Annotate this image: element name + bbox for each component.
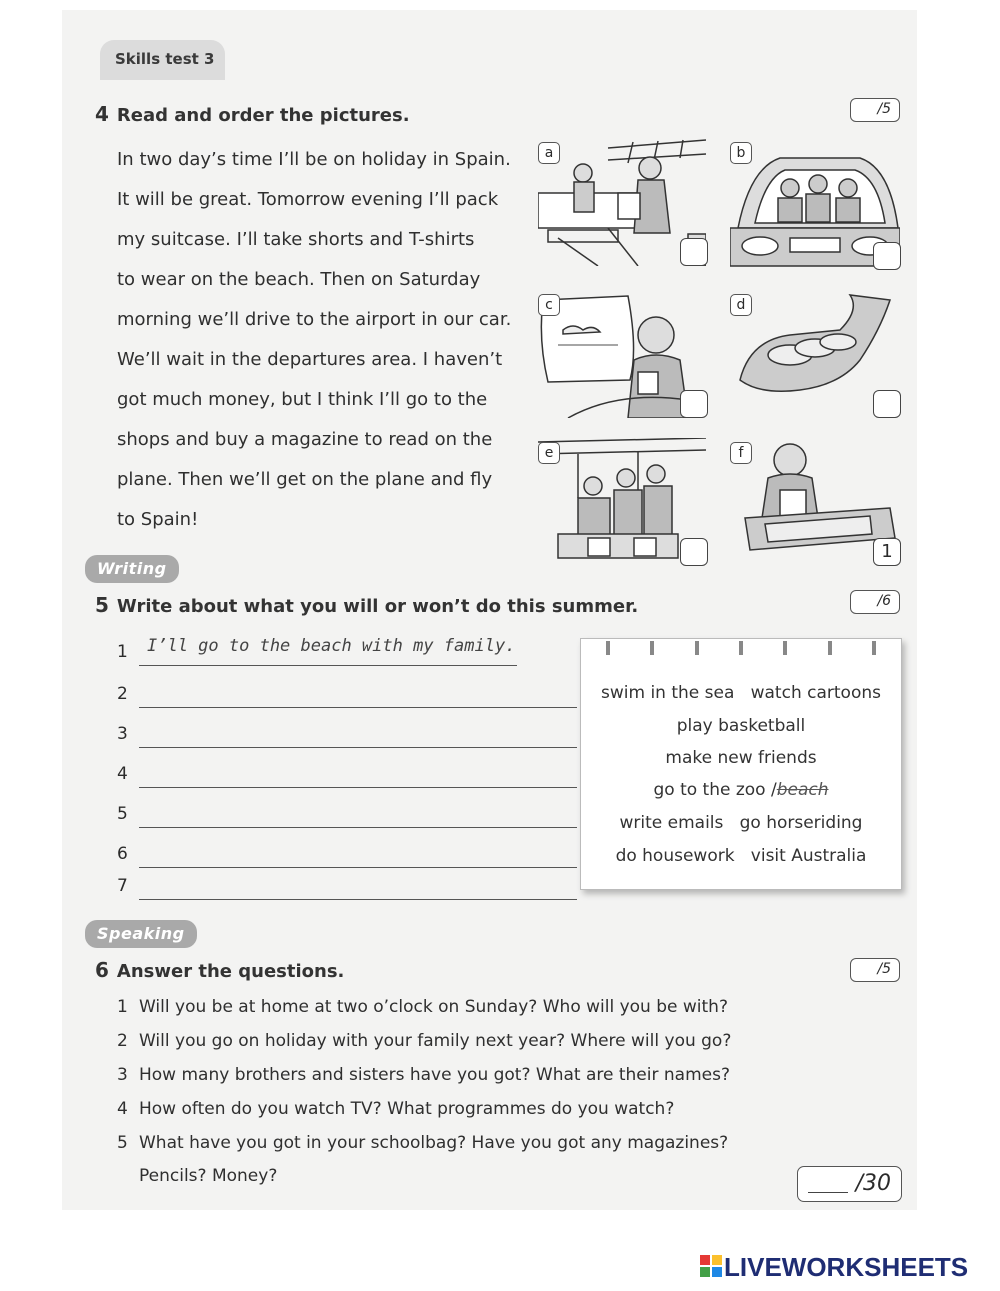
question-row (117, 1099, 674, 1119)
word-bank-note (580, 638, 902, 890)
row-number: 5 (117, 804, 128, 824)
picture-c (538, 290, 706, 418)
row-number: 3 (117, 724, 128, 744)
answer-line[interactable] (139, 867, 577, 868)
ex5-score-box: /6 (850, 590, 900, 614)
picture-letter: c (538, 294, 560, 316)
writing-row-7 (117, 874, 577, 904)
answer-line[interactable] (139, 707, 577, 708)
word-bank-row (581, 716, 901, 736)
question-text: How often do you watch TV? What programmes do you watch? (139, 1099, 675, 1119)
question-text: How many brothers and sisters have you got? What are their names? (139, 1065, 730, 1085)
picture-a (538, 138, 706, 266)
word-bank-item: make new friends (665, 748, 817, 768)
picture-e (538, 438, 706, 566)
story-line: morning we’ll drive to the airport in our car. (117, 309, 512, 330)
ex5-number: 5 (95, 593, 109, 617)
question-number: 1 (117, 997, 128, 1017)
liveworksheets-logo-icon (700, 1255, 722, 1279)
story-line: plane. Then we’ll get on the plane and fly (117, 469, 493, 490)
story-line: It will be great. Tomorrow evening I’ll pack (117, 189, 499, 210)
story-line: to wear on the beach. Then on Saturday (117, 269, 481, 290)
picture-answer-box[interactable] (680, 238, 708, 266)
note-hole (739, 641, 743, 655)
writing-row-1 (117, 636, 517, 670)
picture-answer-box[interactable] (680, 390, 708, 418)
picture-b (730, 138, 898, 266)
picture-d (730, 290, 898, 418)
row-number: 4 (117, 764, 128, 784)
header-label: Skills test 3 (115, 50, 215, 68)
picture-letter: b (730, 142, 752, 164)
picture-letter: e (538, 442, 560, 464)
ex4-title (95, 102, 410, 126)
brand-text: LIVEWORKSHEETS (724, 1252, 969, 1282)
row-number: 6 (117, 844, 128, 864)
ex4-score-box: /5 (850, 98, 900, 122)
word-bank-row (581, 748, 901, 768)
question-row (117, 1065, 730, 1085)
picture-f (730, 438, 898, 566)
total-score-blank[interactable] (808, 1192, 848, 1193)
ex4-number: 4 (95, 102, 109, 126)
word-bank-item: do housework (615, 846, 735, 866)
story-line: shops and buy a magazine to read on the (117, 429, 493, 450)
answer-line[interactable] (139, 899, 577, 900)
ex6-title (95, 958, 344, 982)
question-number: 3 (117, 1065, 128, 1085)
note-hole (695, 641, 699, 655)
note-hole (606, 641, 610, 655)
liveworksheets-brand (700, 1252, 968, 1283)
ex6-number: 6 (95, 958, 109, 982)
question-number: 5 (117, 1133, 128, 1153)
answer-line[interactable] (139, 747, 577, 748)
word-bank-item: go to the zoo / (653, 780, 777, 800)
question-continuation: Pencils? Money? (139, 1166, 278, 1186)
ex5-title-text: Write about what you will or won’t do this summer. (116, 596, 639, 617)
note-hole (872, 641, 876, 655)
note-hole (783, 641, 787, 655)
ex6-score-box: /5 (850, 958, 900, 982)
question-text: Will you go on holiday with your family next year? Where will you go? (139, 1031, 732, 1051)
speaking-section-label: Speaking (85, 920, 197, 948)
word-bank-item: play basketball (676, 716, 806, 736)
ex4-story (117, 140, 527, 540)
question-row (117, 1133, 728, 1153)
picture-answer-box[interactable] (873, 390, 901, 418)
note-hole (650, 641, 654, 655)
word-bank-item: go horseriding (739, 813, 863, 833)
question-text: Will you be at home at two o’clock on Sunday? Who will you be with? (139, 997, 728, 1017)
word-bank-item: write emails (619, 813, 724, 833)
writing-row-3 (117, 722, 577, 752)
question-number: 2 (117, 1031, 128, 1051)
picture-letter: d (730, 294, 752, 316)
picture-letter: f (730, 442, 752, 464)
question-number: 4 (117, 1099, 128, 1119)
word-bank-item-crossed: beach (776, 780, 829, 800)
question-text: What have you got in your schoolbag? Have you got any magazines? (139, 1133, 729, 1153)
word-bank-item: watch cartoons (750, 683, 881, 703)
total-score-value: /30 (855, 1171, 891, 1196)
story-line: We’ll wait in the departures area. I haven’t (117, 349, 503, 370)
ex4-title-text: Read and order the pictures. (116, 105, 410, 126)
writing-row-5 (117, 802, 577, 832)
picture-answer-box[interactable] (680, 538, 708, 566)
picture-answer-box[interactable] (873, 242, 901, 270)
word-bank-row (581, 846, 901, 866)
example-answer: I’ll go to the beach with my family. (147, 636, 516, 656)
row-number: 2 (117, 684, 128, 704)
writing-row-4 (117, 762, 577, 792)
total-score-box (797, 1166, 902, 1202)
question-row (117, 1031, 731, 1051)
word-bank-row (581, 683, 901, 703)
story-line: to Spain! (117, 509, 199, 530)
story-line: my suitcase. I’ll take shorts and T-shirts (117, 229, 475, 250)
word-bank-row (581, 780, 901, 800)
word-bank-item: swim in the sea (601, 683, 735, 703)
row-number: 1 (117, 642, 128, 662)
question-row (117, 997, 728, 1017)
header-tab (100, 40, 225, 80)
story-line: got much money, but I think I’ll go to the (117, 389, 488, 410)
writing-section-label: Writing (85, 555, 179, 583)
note-hole (828, 641, 832, 655)
answer-line (139, 665, 517, 666)
ex6-title-text: Answer the questions. (116, 961, 345, 982)
word-bank-item: visit Australia (750, 846, 867, 866)
answer-line[interactable] (139, 787, 577, 788)
ex5-title (95, 593, 638, 617)
picture-letter: a (538, 142, 560, 164)
picture-answer-box[interactable]: 1 (873, 538, 901, 566)
note-holes (606, 641, 876, 655)
writing-row-6 (117, 842, 577, 872)
row-number: 7 (117, 876, 128, 896)
word-bank-row (581, 813, 901, 833)
story-line: In two day’s time I’ll be on holiday in Spain. (117, 149, 511, 170)
answer-line[interactable] (139, 827, 577, 828)
writing-row-2 (117, 682, 577, 712)
